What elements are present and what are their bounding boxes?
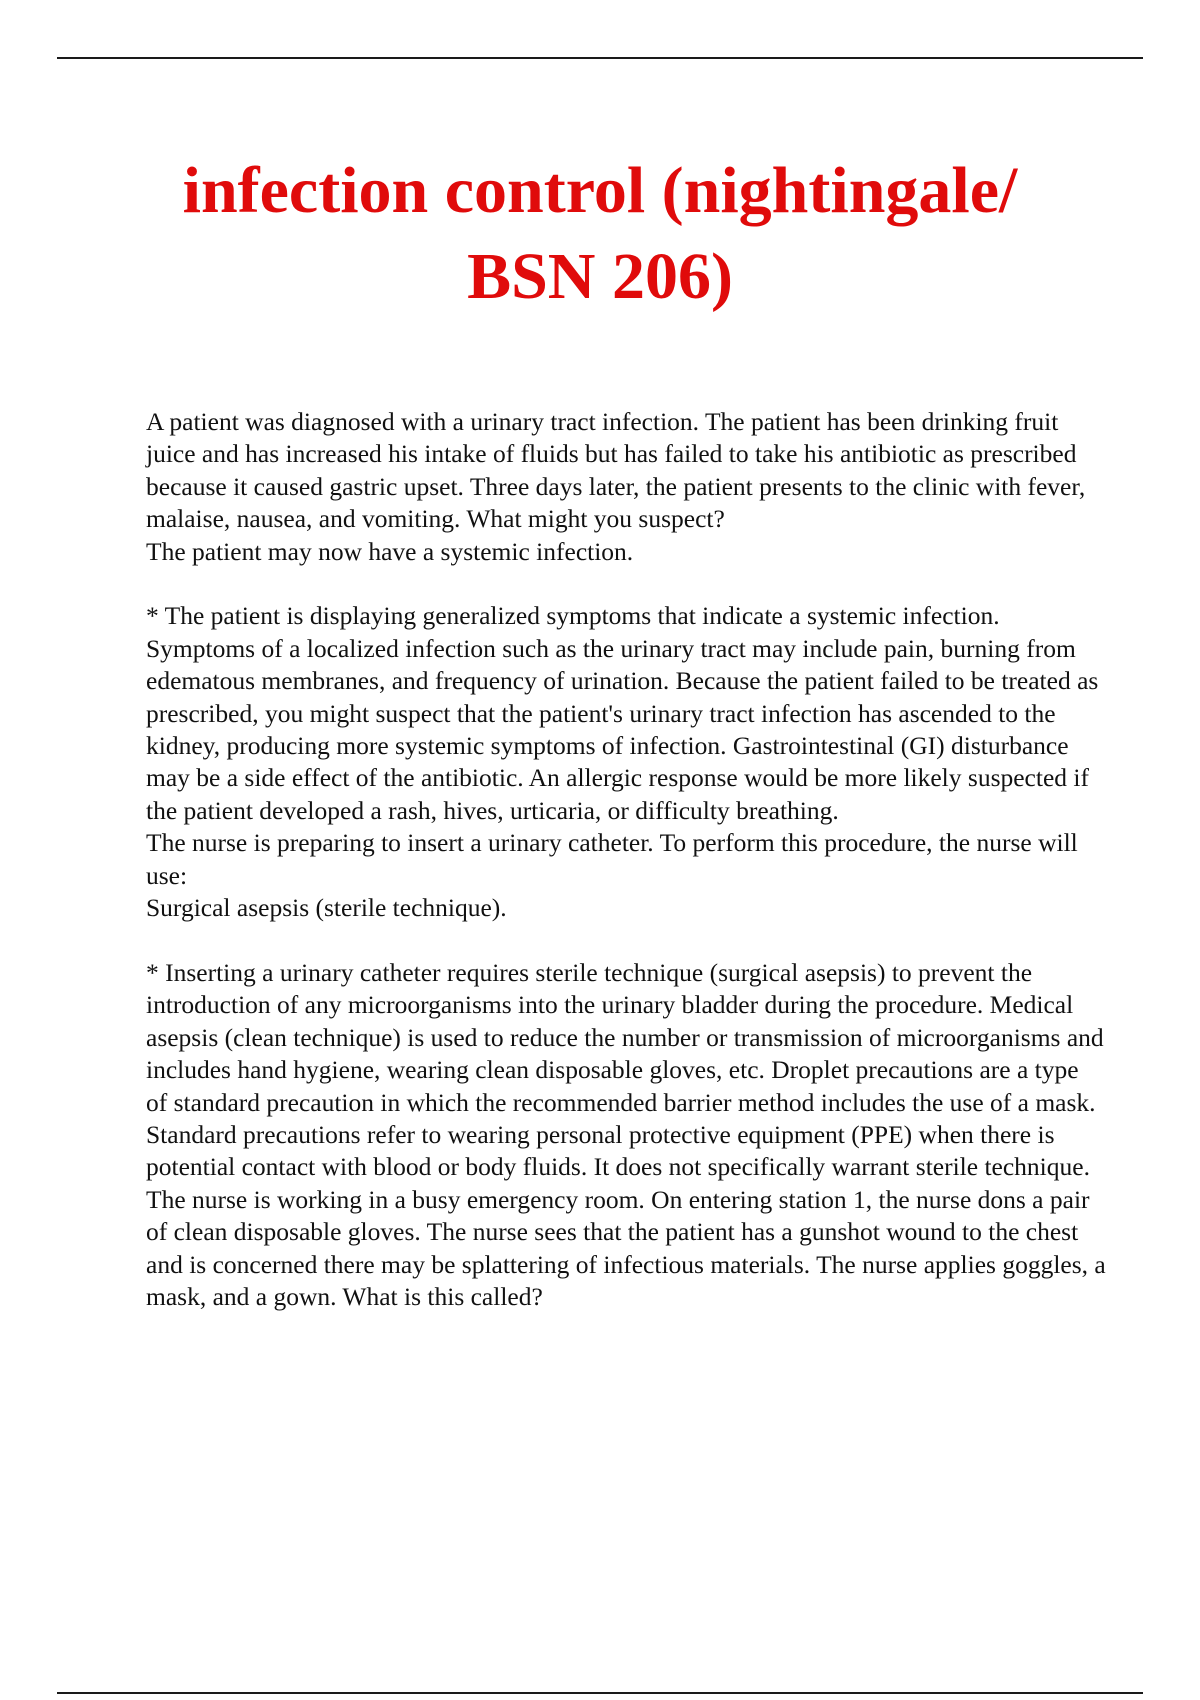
question-2: The nurse is preparing to insert a urinary catheter. To perform this procedure, the nurse will use: <box>146 828 1078 890</box>
question-3: The nurse is working in a busy emergency room. On entering station 1, the nurse dons a pair of clean disposable gloves. The nurse sees that the patient has a gunshot wound to the chest and is concerned there may be splattering of infectious materials. The nurse applies goggles, a mask, and a gown. What is this called? <box>146 1184 1106 1311</box>
footer-rule <box>57 1692 1143 1694</box>
document-title <box>100 148 1100 320</box>
header-rule <box>57 57 1143 59</box>
title-line-1: infection control (nightingale/ <box>182 154 1018 227</box>
document-body <box>146 406 1106 1313</box>
rationale-2: * Inserting a urinary catheter requires sterile technique (surgical asepsis) to prevent the introduction of any microorganisms into the urinary bladder during the procedure. Medical asepsis (clean technique) is used to reduce the number or transmission of microorganisms and includes hand hygiene, wearing clean disposable gloves, etc. Droplet precautions are a type of standard precaution in which the recommended barrier method includes the use of a mask. Standard precautions refer to wearing personal protective equipment (PPE) when there is potential contact with blood or body fluids. It does not specifically warrant sterile technique. <box>146 957 1104 1182</box>
answer-1: The patient may now have a systemic infection. <box>146 536 634 566</box>
title-line-2: BSN 206) <box>467 240 733 313</box>
paragraph-spacer <box>146 924 1106 956</box>
paragraph-spacer <box>146 568 1106 600</box>
answer-2: Surgical asepsis (sterile technique). <box>146 893 507 923</box>
question-1: A patient was diagnosed with a urinary tract infection. The patient has been drinking fruit juice and has increased his intake of fluids but has failed to take his antibiotic as prescribed because it caused gastric upset. Three days later, the patient presents to the clinic with fever, malaise, nausea, and vomiting. What might you suspect? <box>146 407 1086 534</box>
rationale-1: * The patient is displaying generalized symptoms that indicate a systemic infection. Symptoms of a localized infection such as the urinary tract may include pain, burning from edematous membranes, and frequency of urination. Because the patient failed to be treated as prescribed, you might suspect that the patient's urinary tract infection has ascended to the kidney, producing more systemic symptoms of infection. Gastrointestinal (GI) disturbance may be a side effect of the antibiotic. An allergic response would be more likely suspected if the patient developed a rash, hives, urticaria, or difficulty breathing. <box>146 601 1099 825</box>
